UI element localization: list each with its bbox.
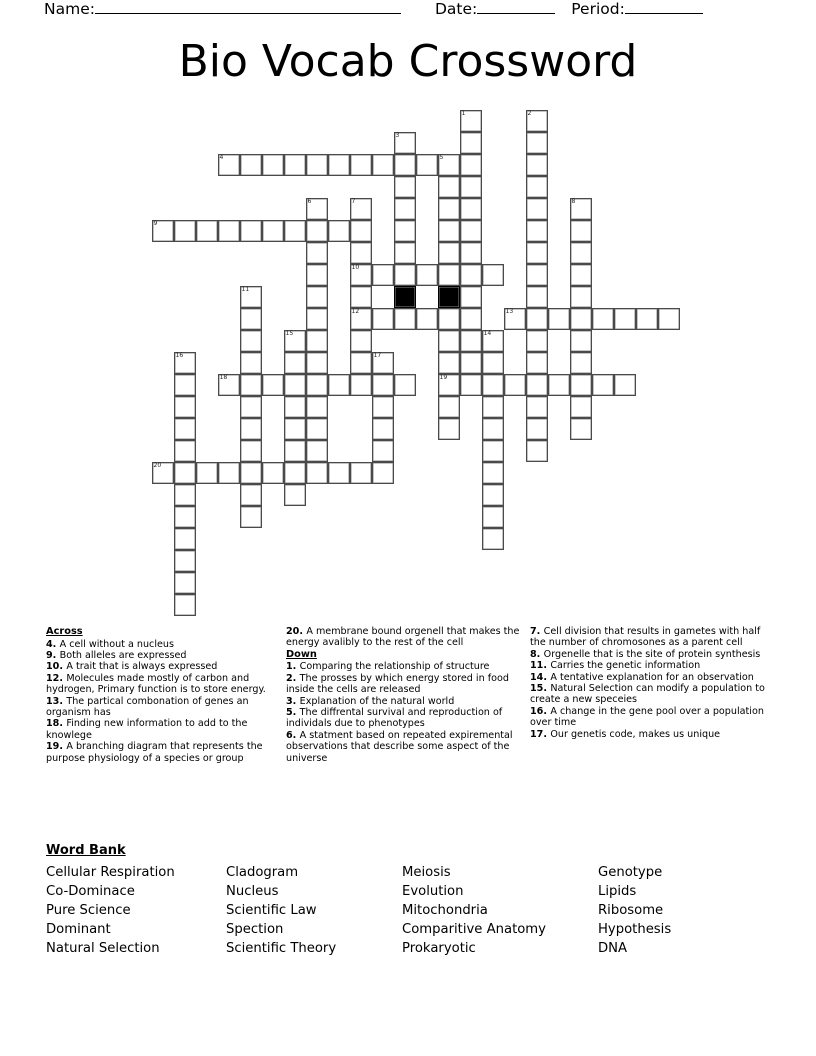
clue-number: 5.	[286, 706, 300, 718]
grid-cell[interactable]	[262, 374, 284, 396]
crossword-grid-container	[0, 104, 816, 504]
grid-cell[interactable]	[438, 396, 460, 418]
clue-text: The prosses by which energy stored in food inside the cells are released	[286, 672, 509, 696]
grid-cell[interactable]	[526, 418, 548, 440]
clue-down-3	[286, 696, 522, 707]
grid-cell[interactable]	[350, 220, 372, 242]
grid-cell[interactable]	[174, 220, 196, 242]
grid-cell[interactable]	[174, 594, 196, 616]
clue-number: 10.	[46, 661, 67, 673]
grid-cell[interactable]	[570, 220, 592, 242]
grid-cell[interactable]	[350, 308, 372, 330]
grid-cell[interactable]	[526, 220, 548, 242]
grid-cell[interactable]	[416, 264, 438, 286]
grid-cell[interactable]	[240, 506, 262, 528]
clue-number: 19.	[46, 741, 67, 753]
grid-cell[interactable]	[636, 308, 658, 330]
grid-cell-number: 1	[461, 110, 466, 117]
grid-cell[interactable]	[394, 374, 416, 396]
grid-cell[interactable]	[570, 264, 592, 286]
clue-number: 20.	[286, 626, 307, 637]
grid-cell-number: 2	[527, 110, 532, 117]
grid-cell[interactable]	[240, 396, 262, 418]
grid-cell[interactable]	[284, 374, 306, 396]
student-info-header	[44, 0, 774, 26]
grid-cell[interactable]	[262, 462, 284, 484]
period-blank-line[interactable]	[625, 1, 703, 14]
clues-section	[46, 626, 776, 826]
grid-cell[interactable]	[174, 506, 196, 528]
grid-cell[interactable]	[372, 308, 394, 330]
grid-cell[interactable]	[218, 220, 240, 242]
clue-across-18	[46, 718, 272, 741]
grid-cell[interactable]	[504, 308, 526, 330]
grid-cell[interactable]	[306, 462, 328, 484]
grid-cell[interactable]	[394, 220, 416, 242]
grid-cell[interactable]	[394, 264, 416, 286]
clue-across-12	[46, 673, 272, 696]
word-bank-section	[46, 842, 776, 958]
grid-cell[interactable]	[592, 308, 614, 330]
grid-cell-number: 17	[373, 352, 382, 359]
grid-cell[interactable]	[196, 462, 218, 484]
grid-cell[interactable]	[570, 330, 592, 352]
word-bank-item: Co-Dominace	[46, 884, 135, 899]
grid-cell-number: 12	[351, 308, 360, 315]
grid-cell-number: 20	[153, 462, 162, 469]
grid-cell-number: 4	[219, 154, 224, 161]
grid-cell[interactable]	[196, 220, 218, 242]
grid-cell[interactable]	[284, 154, 306, 176]
grid-cell[interactable]	[570, 242, 592, 264]
clue-number: 17.	[530, 728, 551, 740]
word-bank-item: Comparitive Anatomy	[402, 922, 546, 937]
across-heading: Across	[46, 626, 83, 637]
word-bank-item: Cellular Respiration	[46, 865, 175, 880]
clue-text: Cell division that results in gametes with half the number of chromosones as a parent cell	[530, 626, 761, 649]
grid-cell-number: 19	[439, 374, 448, 381]
grid-cell-blocked	[438, 286, 460, 308]
word-bank-item: Nucleus	[226, 884, 279, 899]
word-bank-item: Hypothesis	[598, 922, 672, 937]
clue-text: Natural Selection can modify a population to create a new speceies	[530, 683, 765, 706]
clue-number: 15.	[530, 683, 551, 695]
grid-cell[interactable]	[460, 154, 482, 176]
grid-cell[interactable]	[460, 242, 482, 264]
word-bank-item: Pure Science	[46, 903, 131, 918]
clue-text: A branching diagram that represents the purpose physiology of a species or group	[46, 741, 263, 764]
clue-text: The diffrental survival and reproduction of individals due to phenotypes	[286, 706, 503, 730]
grid-cell-number: 15	[285, 330, 294, 337]
grid-cell-blocked	[394, 286, 416, 308]
clue-number: 12.	[46, 672, 67, 684]
clue-text: A tentative explanation for an observation	[550, 671, 754, 683]
word-bank-item: Meiosis	[402, 865, 451, 880]
grid-cell[interactable]	[174, 440, 196, 462]
grid-cell[interactable]	[438, 374, 460, 396]
grid-cell[interactable]	[284, 352, 306, 374]
word-bank-item: Ribosome	[598, 903, 664, 918]
grid-cell[interactable]	[394, 132, 416, 154]
grid-cell[interactable]	[526, 374, 548, 396]
grid-cell[interactable]	[174, 462, 196, 484]
clue-down-1	[286, 661, 522, 672]
grid-cell[interactable]	[218, 462, 240, 484]
word-bank-list	[46, 863, 776, 958]
grid-cell[interactable]	[614, 374, 636, 396]
grid-cell[interactable]	[570, 198, 592, 220]
grid-cell[interactable]	[152, 462, 174, 484]
grid-cell[interactable]	[306, 308, 328, 330]
clue-number: 14.	[530, 671, 551, 683]
grid-cell[interactable]	[240, 418, 262, 440]
clue-number: 1.	[286, 661, 300, 673]
grid-cell[interactable]	[240, 308, 262, 330]
clue-across-9	[46, 650, 272, 661]
grid-cell[interactable]	[460, 374, 482, 396]
grid-cell[interactable]	[526, 176, 548, 198]
grid-cell[interactable]	[306, 396, 328, 418]
clue-number: 6.	[286, 729, 300, 741]
grid-cell[interactable]	[350, 330, 372, 352]
word-bank-item: Dominant	[46, 922, 111, 937]
grid-cell[interactable]	[350, 352, 372, 374]
page-title: Bio Vocab Crossword	[178, 36, 638, 87]
grid-cell[interactable]	[438, 242, 460, 264]
clue-down-11	[530, 660, 776, 671]
clue-number: 3.	[286, 695, 300, 707]
clue-number: 13.	[46, 695, 67, 707]
grid-cell[interactable]	[570, 286, 592, 308]
grid-cell[interactable]	[570, 308, 592, 330]
grid-cell[interactable]	[526, 286, 548, 308]
grid-cell[interactable]	[328, 220, 350, 242]
grid-cell[interactable]	[328, 462, 350, 484]
grid-cell[interactable]	[460, 132, 482, 154]
clue-text: The partical combonation of genes an organism has	[46, 695, 249, 718]
clue-down-6	[286, 730, 522, 764]
grid-cell[interactable]	[306, 220, 328, 242]
grid-cell[interactable]	[548, 374, 570, 396]
clues-column-2	[286, 626, 522, 764]
grid-cell[interactable]	[438, 330, 460, 352]
grid-cell[interactable]	[328, 154, 350, 176]
grid-cell[interactable]	[284, 418, 306, 440]
grid-cell-number: 7	[351, 198, 356, 205]
grid-cell-number: 5	[439, 154, 444, 161]
grid-cell[interactable]	[372, 352, 394, 374]
grid-cell[interactable]	[482, 506, 504, 528]
grid-cell-number: 18	[219, 374, 228, 381]
grid-cell[interactable]	[284, 484, 306, 506]
word-bank-item: Lipids	[598, 884, 637, 899]
clue-text: Finding new information to add to the knowlege	[46, 718, 248, 741]
clue-across-13	[46, 696, 272, 719]
grid-cell[interactable]	[504, 374, 526, 396]
grid-cell[interactable]	[328, 374, 350, 396]
grid-cell[interactable]	[350, 154, 372, 176]
grid-cell[interactable]	[526, 330, 548, 352]
grid-cell[interactable]	[438, 352, 460, 374]
word-bank-item: Mitochondria	[402, 903, 488, 918]
grid-cell[interactable]	[570, 374, 592, 396]
clue-down-15	[530, 683, 776, 706]
grid-cell[interactable]	[174, 396, 196, 418]
grid-cell-number: 16	[175, 352, 184, 359]
grid-cell[interactable]	[372, 264, 394, 286]
clue-text: Our genetis code, makes us unique	[550, 728, 721, 740]
grid-cell[interactable]	[284, 396, 306, 418]
clue-text: A trait that is always expressed	[66, 661, 218, 673]
clue-number: 11.	[530, 660, 551, 672]
clue-number: 4.	[46, 638, 60, 650]
grid-cell[interactable]	[262, 154, 284, 176]
grid-cell[interactable]	[460, 264, 482, 286]
grid-cell[interactable]	[482, 264, 504, 286]
grid-cell[interactable]	[284, 462, 306, 484]
grid-cell[interactable]	[284, 220, 306, 242]
grid-cell[interactable]	[460, 352, 482, 374]
grid-cell[interactable]	[460, 330, 482, 352]
grid-cell[interactable]	[460, 110, 482, 132]
name-blank-line[interactable]	[95, 1, 401, 14]
grid-cell[interactable]	[174, 484, 196, 506]
word-bank-heading: Word Bank	[46, 843, 126, 858]
word-bank-item: Cladogram	[226, 865, 299, 880]
clue-number: 9.	[46, 649, 60, 661]
grid-cell[interactable]	[174, 572, 196, 594]
clue-text: Carries the genetic information	[550, 660, 701, 672]
grid-cell-number: 3	[395, 132, 400, 139]
grid-cell[interactable]	[306, 264, 328, 286]
grid-cell[interactable]	[372, 154, 394, 176]
grid-cell[interactable]	[174, 418, 196, 440]
down-heading: Down	[286, 648, 317, 660]
grid-cell[interactable]	[240, 154, 262, 176]
clue-down-7	[530, 626, 776, 649]
grid-cell[interactable]	[482, 528, 504, 550]
grid-cell[interactable]	[394, 308, 416, 330]
grid-cell[interactable]	[306, 154, 328, 176]
grid-cell[interactable]	[218, 374, 240, 396]
grid-cell[interactable]	[438, 176, 460, 198]
word-bank-item: Spection	[226, 922, 284, 937]
clue-number: 7.	[530, 626, 544, 637]
grid-cell[interactable]	[526, 308, 548, 330]
grid-cell[interactable]	[592, 374, 614, 396]
grid-cell[interactable]	[438, 418, 460, 440]
grid-cell-number: 6	[307, 198, 312, 205]
grid-cell[interactable]	[350, 286, 372, 308]
clue-across-20	[286, 626, 522, 649]
clue-number: 18.	[46, 718, 67, 730]
clue-text: Explanation of the natural world	[299, 695, 455, 707]
clue-number: 2.	[286, 672, 300, 684]
grid-cell-number: 8	[571, 198, 576, 205]
grid-cell[interactable]	[306, 374, 328, 396]
grid-cell[interactable]	[372, 396, 394, 418]
grid-cell[interactable]	[218, 154, 240, 176]
grid-cell[interactable]	[526, 352, 548, 374]
grid-cell[interactable]	[460, 198, 482, 220]
clue-text: A membrane bound orgenell that makes the energy avalibly to the rest of the cell	[286, 626, 520, 649]
grid-cell[interactable]	[526, 396, 548, 418]
grid-cell[interactable]	[482, 396, 504, 418]
grid-cell[interactable]	[306, 198, 328, 220]
date-label: Date:	[434, 0, 478, 18]
clue-down-14	[530, 672, 776, 683]
word-bank-item: Evolution	[402, 884, 464, 899]
grid-cell[interactable]	[240, 352, 262, 374]
grid-cell[interactable]	[306, 330, 328, 352]
grid-cell[interactable]	[350, 264, 372, 286]
grid-cell[interactable]	[438, 220, 460, 242]
grid-cell[interactable]	[372, 440, 394, 462]
grid-cell[interactable]	[350, 242, 372, 264]
clue-number: 8.	[530, 648, 544, 660]
grid-cell[interactable]	[526, 198, 548, 220]
grid-cell[interactable]	[240, 484, 262, 506]
clue-text: A change in the gene pool over a population over time	[530, 705, 764, 729]
clue-text: A cell without a nucleus	[59, 638, 174, 650]
grid-cell[interactable]	[658, 308, 680, 330]
grid-cell[interactable]	[570, 396, 592, 418]
clue-down-17	[530, 729, 776, 740]
grid-cell[interactable]	[438, 264, 460, 286]
grid-cell[interactable]	[240, 220, 262, 242]
clue-text: Molecules made mostly of carbon and hydrogen, Primary function is to store energy.	[46, 672, 266, 696]
grid-cell[interactable]	[394, 154, 416, 176]
grid-cell[interactable]	[482, 440, 504, 462]
grid-cell[interactable]	[306, 440, 328, 462]
grid-cell[interactable]	[350, 374, 372, 396]
clue-across-19	[46, 741, 272, 764]
clue-down-16	[530, 706, 776, 729]
clue-down-5	[286, 707, 522, 730]
grid-cell[interactable]	[372, 374, 394, 396]
grid-cell[interactable]	[240, 286, 262, 308]
clue-text: A statment based on repeated expiremental observations that describe some aspect of the universe	[286, 729, 513, 764]
clues-column-1	[46, 626, 272, 764]
grid-cell-number: 14	[483, 330, 492, 337]
grid-cell[interactable]	[438, 308, 460, 330]
grid-cell[interactable]	[240, 440, 262, 462]
grid-cell[interactable]	[570, 418, 592, 440]
word-bank-item: Genotype	[598, 865, 663, 880]
clues-column-3	[530, 626, 776, 740]
grid-cell[interactable]	[438, 198, 460, 220]
grid-cell[interactable]	[460, 220, 482, 242]
word-bank-item: Scientific Theory	[226, 941, 337, 956]
grid-cell[interactable]	[614, 308, 636, 330]
grid-cell[interactable]	[306, 418, 328, 440]
grid-cell[interactable]	[174, 352, 196, 374]
grid-cell[interactable]	[372, 418, 394, 440]
word-bank-item: Natural Selection	[46, 941, 160, 956]
grid-cell[interactable]	[394, 242, 416, 264]
grid-cell[interactable]	[438, 154, 460, 176]
grid-cell[interactable]	[570, 352, 592, 374]
grid-cell[interactable]	[482, 462, 504, 484]
grid-cell[interactable]	[240, 374, 262, 396]
clue-across-4	[46, 639, 272, 650]
clue-text: Comparing the relationship of structure	[299, 661, 490, 673]
grid-cell[interactable]	[174, 550, 196, 572]
grid-cell[interactable]	[482, 352, 504, 374]
clue-across-10	[46, 661, 272, 672]
word-bank-item: DNA	[598, 941, 628, 956]
grid-cell[interactable]	[526, 242, 548, 264]
grid-cell[interactable]	[284, 330, 306, 352]
clue-text: Orgenelle that is the site of protein synthesis	[543, 648, 761, 660]
grid-cell[interactable]	[284, 440, 306, 462]
grid-cell[interactable]	[482, 330, 504, 352]
grid-cell[interactable]	[372, 462, 394, 484]
grid-cell[interactable]	[416, 308, 438, 330]
grid-cell[interactable]	[460, 176, 482, 198]
grid-cell[interactable]	[306, 286, 328, 308]
grid-cell[interactable]	[460, 308, 482, 330]
grid-cell[interactable]	[526, 154, 548, 176]
period-label: Period:	[571, 0, 625, 18]
grid-cell-number: 11	[241, 286, 250, 293]
grid-cell[interactable]	[394, 198, 416, 220]
date-blank-line[interactable]	[477, 1, 555, 14]
clue-number: 16.	[530, 705, 551, 717]
grid-cell[interactable]	[482, 374, 504, 396]
grid-cell-number: 9	[153, 220, 158, 227]
grid-cell[interactable]	[262, 220, 284, 242]
word-bank-item: Prokaryotic	[402, 941, 476, 956]
clue-down-2	[286, 673, 522, 696]
grid-cell[interactable]	[152, 220, 174, 242]
grid-cell[interactable]	[240, 330, 262, 352]
grid-cell[interactable]	[548, 308, 570, 330]
grid-cell[interactable]	[306, 242, 328, 264]
grid-cell[interactable]	[240, 462, 262, 484]
grid-cell[interactable]	[482, 484, 504, 506]
grid-cell[interactable]	[306, 352, 328, 374]
grid-cell[interactable]	[174, 374, 196, 396]
grid-cell-number: 13	[505, 308, 514, 315]
clue-text: Both alleles are expressed	[59, 649, 187, 661]
grid-cell[interactable]	[394, 176, 416, 198]
grid-cell[interactable]	[350, 198, 372, 220]
grid-cell[interactable]	[526, 132, 548, 154]
word-bank-item: Scientific Law	[226, 903, 317, 918]
grid-cell[interactable]	[526, 264, 548, 286]
grid-cell[interactable]	[416, 154, 438, 176]
clue-down-8	[530, 649, 776, 660]
grid-cell[interactable]	[460, 286, 482, 308]
grid-cell[interactable]	[350, 462, 372, 484]
grid-cell-number: 10	[351, 264, 360, 271]
grid-cell[interactable]	[482, 418, 504, 440]
grid-cell[interactable]	[174, 528, 196, 550]
grid-cell[interactable]	[526, 110, 548, 132]
grid-cell[interactable]	[526, 440, 548, 462]
name-label: Name:	[44, 0, 95, 18]
